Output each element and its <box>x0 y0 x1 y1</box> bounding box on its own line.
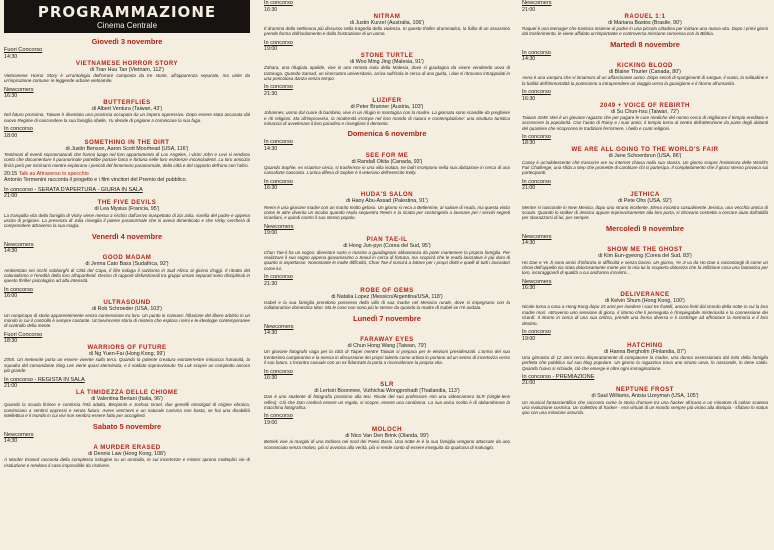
film-title: KICKING BLOOD <box>617 62 673 70</box>
film-title: FARAWAY EYES <box>360 336 414 344</box>
film-title: PIAN TAE-IL <box>366 236 408 244</box>
screening-entry <box>264 274 510 311</box>
film-title: WE ARE ALL GOING TO THE WORLD'S FAIR <box>571 146 719 154</box>
film-title: A MURDER ERASED <box>93 444 161 452</box>
film-synopsis: Ho Dae e Ye Ji sono amici d'infanzia in difficoltà e senza lavoro. Un giorno, Ye Ji va da Ho Dae a raccontargli di come un ritrovi dell'appello sia stata dolorosamente morte per la mia lui la scoperta dolcezza che fa inflizione cosa una fantastica per loro, incoraggiandi di qualità a cui andranno incontro... <box>522 259 768 276</box>
screening-time: 21:00 <box>522 6 536 13</box>
screening-entry <box>4 432 250 469</box>
screening-entry <box>4 287 250 329</box>
film-credit: di Mariana Bastos (Brasile, 90') <box>608 19 682 26</box>
screening-time: 19:00 <box>264 419 278 426</box>
film-synopsis: Un rompicapo di storie apparentemente senza connessione tra loro. Un punto in comune: l'illusione del libero arbitrio in un mondo in cui il controllo è sempre costante. Un'avvincente storia di mistero che esplora i temi e le ideologie contemporanee di controllo della mente. <box>4 312 250 329</box>
section-label: Newcomers <box>4 431 34 438</box>
screening-time: 14:30 <box>4 438 18 445</box>
program-header <box>4 0 250 33</box>
film-title: NEPTUNE FROST <box>616 386 674 394</box>
section-label: Newcomers <box>4 241 34 248</box>
column-1 <box>4 0 250 550</box>
film-synopsis: 2055. Un meteorite porta un essere vivente sulla terra. Quando la potente creatura extraterrestre minaccia l'umanità, la squadra del comandante Sing Lee viene quasi sterminata, e il soldato sopravvissuto Tai Lok scopre un complotto ancora più grande. <box>4 357 250 374</box>
screening-time: 19:00 <box>264 230 278 237</box>
day-heading: Sabato 5 novembre <box>92 421 162 431</box>
film-credit: di Hanna Bergholm (Finlandia, 87') <box>604 348 686 355</box>
screening-time: 21:00 <box>4 383 18 390</box>
screening-time: 16:30 <box>264 375 278 382</box>
section-label: In concorso <box>264 39 293 46</box>
screening-time: 16:30 <box>4 93 18 100</box>
screening-entry <box>264 179 510 221</box>
screening-time: 16:30 <box>264 185 278 192</box>
screening-time: 21:30 <box>264 280 278 287</box>
screening-time: 18:00 <box>4 132 18 139</box>
film-credit: di Justin Kurzel (Australia, 106') <box>349 19 425 26</box>
film-title: GOOD MADAM <box>102 254 152 262</box>
day-heading: Domenica 6 novembre <box>347 129 427 139</box>
day-heading: Venerdì 4 novembre <box>91 231 163 241</box>
day-heading: Mercoledì 9 novembre <box>605 223 685 233</box>
screening-entry <box>4 242 250 284</box>
film-title: LUZIFER <box>372 96 402 104</box>
screening-entry <box>4 377 250 419</box>
film-credit: di Randall Okita (Canada, 93') <box>351 158 423 165</box>
film-synopsis: Raquel è una teenager che trasloca insieme al padre in una piccola cittadina per iniziare una nuova vita. Dopo i primi giorni dal trasferimento, le viene affidato un'importante e controversa missione concessa con la Bibbia. <box>522 25 768 37</box>
screening-entry <box>264 139 510 176</box>
film-synopsis: Mentre si nasconde in New Mexico, dopo uno strano incidente, Elena incontra casualmente Jessica, una vecchia amica di scuola. Quando lo stalker di Jessica appare improvvisamente alla loro porta, si ritrovano costrette a cercare aiuto dall'aldilà per sbarazzarsi di lui, per sempre. <box>522 204 768 221</box>
screening-entry <box>522 329 768 371</box>
film-credit: di Chun Hong Wang (Taiwan, 79') <box>347 343 427 350</box>
film-credit: di Rob Schroeder (USA, 103') <box>92 306 162 313</box>
section-label: In concorso <box>522 133 551 140</box>
program-title: PROGRAMMAZIONE <box>37 3 217 21</box>
film-title: SHOW ME THE GHOST <box>607 246 683 254</box>
section-label: In concorso <box>264 178 293 185</box>
film-credit: di Jane Schoenbrun (USA, 86') <box>608 153 682 160</box>
film-title: STONE TURTLE <box>360 52 414 60</box>
screening-time: 14:30 <box>264 330 278 337</box>
film-title: RAOUEL 1:1 <box>624 12 666 20</box>
screening-entry <box>522 179 768 221</box>
film-synopsis: Dan è uno studente di fotografia prossimo alla tesi. Rivale del suo professore Aim una videocamera SLR (single-lens reflex). Ciò che Dan crederà essere un regalo, si scopre, essere una condanna. La sua unica scelta è di abbandonare la macchina fotografica. <box>264 394 510 411</box>
film-title: WARRIORS OF FUTURE <box>87 344 167 352</box>
film-synopsis: Nicole torna a casa a Hong Kong dopo 15 anni per rivedere i suoi tre fratelli, ancora feriti dal ricordo della notte in cui la loro madre morì. Attraverso uno sessione di gioco, il ritorno che li perseguita è l'inspiegabile misteriosità e la connessione dei ricordi. Il ritorno in cerca di una sua ombra, prende una forma diversa e li costringe ad affrontare la memoria e il loro destino. <box>522 304 768 326</box>
film-title: SLR <box>380 381 394 389</box>
screening-time: 16:30 <box>522 285 536 292</box>
film-title: SEE FOR ME <box>365 151 409 159</box>
section-label: In concorso <box>522 178 551 185</box>
film-title: JETHICA <box>630 191 660 199</box>
section-label: Newcomers <box>522 278 552 285</box>
screening-entry <box>4 47 250 84</box>
film-synopsis: Taiwan 2049. Wei è un giovane ragazzo che per pagare le cure mediche del nonno cerca di migliorare il tempio ereditato e accrescere la popolarità. Con l'aiuto di Rainy e i suoi amici, il tempio torna al centro dell'attenzione da parte degli abitanti del quartiere che ricopronno le tradizioni ferrcimere, i bello e canti religiosi. <box>522 114 768 131</box>
screening-entry <box>264 413 510 450</box>
screening-time: 19:00 <box>264 46 278 53</box>
screening-time: 16:30 <box>264 6 278 13</box>
film-synopsis: Testimoni di eventi soprannaturali che hanno luogo nel loro appartamento di Los Angeles, i vicini John e Levi si rendono conto che documentare il paranormale potrebbe portare fama e fortuna nelle loro esistenze inconcludenti. La loro amicizia finirà però per incrinarsi mentre esplorano i pericoli del fenomeno paranormale, della città e del rapporto dell'uno con l'altro. <box>4 151 250 168</box>
section-label: In concorso <box>264 139 293 146</box>
talk-note <box>4 171 250 184</box>
film-credit: di Su Chun-hsu (Taiwan, 72') <box>611 108 679 115</box>
section-label: In concorso - SERATA D'APERTURA - GIURIA IN SALA <box>4 186 143 193</box>
screening-time: 21:00 <box>522 185 536 192</box>
film-credit: di Kelvin Shum (Hong Kong, 100') <box>605 298 685 305</box>
section-label: Newcomers <box>4 86 34 93</box>
screening-time: 14:30 <box>264 145 278 152</box>
section-label: In concorso <box>4 286 33 293</box>
screening-entry <box>264 369 510 411</box>
film-credit: di Ng Yuen-Fai (Hong Kong, 99') <box>88 351 166 358</box>
section-label: In concorso <box>264 368 293 375</box>
film-credit: di Valentina Bertani (Italia, 96') <box>91 396 163 403</box>
film-credit: di Lertsiri Boonmee, Vuthichai Wongprohadt (Thailandia, 113') <box>314 388 460 395</box>
film-synopsis: Ambientato nei ricchi sobborghi di Città del Capo, il film indaga il razzismo in Sud Africa al giorno d'oggi. Il ritratto del colonialismo e l'eredità della loro all'apartheid. Deciso di rapporti disfunzionali tra gruppi umani separati sono disciplinati in questo thriller psicologico ad alta intensità. <box>4 267 250 284</box>
film-credit: di Hany Abu-Assad (Palestina, 91') <box>346 198 428 205</box>
screening-time: 19:00 <box>522 335 536 342</box>
screening-time: 14:30 <box>4 248 18 255</box>
film-synopsis: Un giovane fotografo vaga per la città di Taipei mentre Taiwan si prepara per le elezioni presidenziali. L'arrivo del suo trentesimo compleanno e la messa in discussione dei propri talento come artista lo portano ad un senso di incertezza verso il suo futuro. L'incontro casuale con un ex fidanzato la porta a riconsiderare la propria vita. <box>264 349 510 366</box>
section-label: In concorso <box>4 126 33 133</box>
section-label: In concorso <box>264 413 293 420</box>
talk-detail: Antonio Termenini racconta il progetto e i film vincitori del Premio del pubblico. <box>4 177 188 184</box>
screening-time: 16:00 <box>4 293 18 300</box>
section-label: In concorso <box>522 329 551 336</box>
film-credit: di Nico Van Den Brink (Olanda, 99') <box>345 432 429 439</box>
film-synopsis: Un musical fantascientifico che racconta come la storia d'amore tra una hacker africana e un minatore di coltan scatena una rivoluzione cosmica. Un collettivo di hacker - eroi virtuali di un mondo sempre più vicino alla distopia - sfidano lo status quo con una missione assurda. <box>522 399 768 416</box>
screening-time: 21:00 <box>4 193 18 200</box>
film-synopsis: A Murder Erased racconta della complessa indagine su un omicidio, le cui incertezze e misteri aprono molteplici vie di risoluzione e rendono il caso impossibile da risolvere. <box>4 457 250 468</box>
film-synopsis: Quando Sophie, ex sciatrice cieca, si trasferisce in una villa isolata, tre ladri irrompono nella sua abitazione in cerca di una cassaforte nascosta. L'unica difesa di Sophie è il veterano dell'esercito Kelly. <box>264 165 510 176</box>
film-synopsis: Chun Tae-il ha un sogno: diventare sarto e riuscire a guadagnare abbastanza da poter mantenere la propria famiglia. Per realizzare il suo sogno appena giovanissimo a Seoul in cerca di fortuna, ma scoprirà che le realtà lavorative è più duro di quanto si aspettasse. Nonostante le molte difficoltà, Chun Tae-il riuscirà a lottare per i propri diritti e quelli di tutti i lavoratori come lui. <box>264 249 510 271</box>
film-title: ROBE OF GEMS <box>360 286 414 294</box>
column-2 <box>264 0 510 550</box>
film-title: 2049 + VOICE OF REBIRTH <box>600 101 690 109</box>
screening-entry <box>4 332 250 374</box>
film-title: MOLOCH <box>371 425 403 433</box>
screening-time: 14:30 <box>522 240 536 247</box>
section-label: In concorso <box>264 274 293 281</box>
screening-time: 21:00 <box>522 380 536 387</box>
section-label: In concorso <box>264 84 293 91</box>
screening-entry <box>522 279 768 326</box>
film-title: SOMETHING IN THE DIRT <box>84 138 170 146</box>
film-synopsis: Zahara, una rifugiata apolide, vive in una remota isola della Malesia, dove si guadagna da vivere vendendo uova di tartaruga. Quando Samad, un ricercatore universitario, arriva sull'isola in cerca di una guida, i due si ritrovano intrappolati in una pericolosa danza senza tempo. <box>264 65 510 82</box>
film-title: ULTRASOUND <box>103 299 151 307</box>
screening-entry <box>522 50 768 87</box>
section-label: Newcomers <box>522 0 552 6</box>
film-synopsis: Vietnamese Horror Story è un'antologia dell'orrore composta da tre storie, all'apparenza separate, ma unite da un'ispirazione comune: le leggende urbane vietnamite. <box>4 72 250 84</box>
film-credit: di Lea Mysius (Francia, 95') <box>94 206 160 213</box>
section-label: In concorso - PREMIAZIONE <box>522 373 595 380</box>
talk-title: Talk au Attraverso lo specchio <box>18 170 89 177</box>
film-title: HATCHING <box>627 341 663 349</box>
film-synopsis: Quando la scuola finisce e comincia l'età adulta, Benjamin e Joshua Israel, due gemelli omozigoti di origine ebraica, cominciano a sentirsi oppressi e senza futuro. Avere vent'anni e un naturale carisma non basta, se hai una disabilità intellettiva e il mondo in cui vivi non sembra essere fatto per accoglierti. <box>4 402 250 419</box>
film-credit: di Natalia Lopez (Messico/Argentina/USA, 118') <box>331 293 443 300</box>
screening-time: 18:30 <box>4 338 18 345</box>
film-title: HUDA'S SALON <box>360 191 414 199</box>
section-label: In concorso <box>264 0 293 6</box>
column-3 <box>522 0 768 550</box>
film-credit: di Pete Ohs (USA, 92') <box>618 198 672 205</box>
screening-entry <box>264 224 510 271</box>
film-credit: di Albert Ventura (Taiwan, 43') <box>91 106 163 113</box>
film-synopsis: La tranquilla vita della famiglia di Vicky viene messa a rischio dall'arrivo inaspettato di zia Julia, sorella del padre e appena uscita di prigione. La presenza di Julia risveglia il potere paranormale che si aveva dimenticato e che Vicky cercherà di comprendere attraverso la sua magia. <box>4 212 250 229</box>
talk-time: 20:15 <box>4 170 19 177</box>
screening-entry <box>522 134 768 176</box>
film-title: THE FIVE DEVILS <box>97 199 157 207</box>
screening-entry <box>522 89 768 131</box>
day-heading: Giovedì 3 novembre <box>91 37 163 46</box>
screening-time: 14:30 <box>522 56 536 63</box>
section-label: In concorso <box>522 49 551 56</box>
film-credit: di Blaine Thurier (Canada, 80') <box>609 69 681 76</box>
section-label: Newcomers <box>264 323 294 330</box>
section-label: In concorso <box>522 89 551 96</box>
film-title: VIETNAMESE HORROR STORY <box>75 59 179 67</box>
film-credit: di Justin Benson, Aaron Scott Moorhead (USA, 116') <box>65 145 189 152</box>
screening-entry <box>264 324 510 366</box>
film-credit: di Jenna Cato Bass (Sudafrica, 92') <box>85 261 169 268</box>
screening-entry <box>264 40 510 82</box>
film-credit: di Tran Huu Tan (Vietnam, 112') <box>89 66 165 73</box>
film-synopsis: Una ginnasta di 12 anni cerca disperatamente di compiacere la madre, una donna ossessionata dal mito della famiglia perfetta che pubblica sul suo blog popolare. Un giorno la ragazzina trova uno strano uovo, lo nasconde, lo tiene caldo. Quando l'uovo si schiude, ciò che emerge è oltre ogni immaginazione. <box>522 354 768 371</box>
film-title: DELIVERANCE <box>620 291 670 299</box>
film-synopsis: Isabel e la sua famiglia prendono possesso della villa di sua madre nel Messico rurale, dove si impegnano con la collaboratrice domestica Mari. Ma le cose non sono più le stesse da quando la madre di Isabel se n'è andata. <box>264 299 510 311</box>
section-label: Newcomers <box>264 223 294 230</box>
film-synopsis: Reem è una giovane madre con un marito molto geloso. Un giorno si reca a Betlemme, al salone di Huda, ma questa visita come le altre diventa un incubo quando Huda sequestra Reem e la ricatta per costringerla a lavorare per i servizi segreti israeliani, e quindi contro il suo stesso popolo. <box>264 204 510 221</box>
film-synopsis: Anna è una vampira che si innamora di un affascinante uomo. Dopo secoli di sporgimenti di sangue, il vuoto, la solitudine e la futilità dell'immortalità la porteranno a intraprendere un viaggio verso la guarigione e il ritorno all'umanità. <box>522 75 768 86</box>
film-synopsis: Nel futuro prossimo, Taiwan è diventata una provincia occupata da un impero oppressivo. Dopo essere stata accusata dal nuovo Regime di nascondere la sua famiglia ribelle, Yu decide di prigione a cominciare la sua fuga. <box>4 112 250 123</box>
screening-entry <box>522 0 768 37</box>
film-title: NITRAM <box>373 12 401 20</box>
section-label: Fuori Concorso <box>4 47 43 53</box>
film-synopsis: Johannes, uomo dal cuore di bambino, vive in un rifugio in montagna con la madre. La giornata sono scandite da preghiere e riti religiosi. Ma all'improvviso, la modernità irrompe nel loro mondo di natura e contemplazione: una struttura turistica minaccia di avvelenare il loro paradiso e risvegliare il demonio. <box>264 110 510 126</box>
screening-entry <box>522 374 768 416</box>
screening-entry <box>4 87 250 124</box>
film-credit: di Kim Eun-gyeong (Corea del Sud, 83') <box>598 253 692 260</box>
screening-entry <box>522 234 768 276</box>
film-title: BUTTERFLIES <box>103 99 151 107</box>
screening-entry <box>4 187 250 229</box>
section-label: In concorso - REGISTA IN SALA <box>4 376 85 383</box>
venue-subtitle: Cinema Centrale <box>96 21 158 30</box>
screening-entry <box>264 84 510 126</box>
film-credit: di Woo Ming Jing (Malesia, 91') <box>350 59 424 66</box>
film-title: LA TIMIDEZZA DELLE CHIOME <box>75 389 179 397</box>
screening-entry <box>264 0 510 37</box>
day-heading: Lunedì 7 novembre <box>353 313 421 323</box>
screening-time: 18:30 <box>522 140 536 147</box>
film-synopsis: Casey è un'adolescente che trascorre ore su internet chiusa nella sua stanza. Un giorno scopre l'esistenza delle World's Fair Challenge, una sfida a step che promette di cambiare chi ci partecipa. Il completamento che il gioco stesso provoca sui partecipanti. <box>522 159 768 176</box>
film-credit: di Dennis Law (Hong Kong, 108') <box>88 451 166 458</box>
section-label: Fuori Concorso <box>4 331 43 338</box>
screening-time: 16:30 <box>522 95 536 102</box>
film-credit: di Peter Brunner (Austria, 103') <box>350 103 424 110</box>
screening-entry <box>4 126 250 168</box>
film-credit: di Saul Williams, Anisia Uzeyman (USA, 105') <box>591 393 699 400</box>
film-synopsis: Il dramma della settimana più discusso nella tragedia della violenza. In questo thriller drammatico, la follia di un assassino prende forma dall'isolamento e dalla frustrazione di un uomo. <box>264 25 510 37</box>
section-label: Newcomers <box>522 233 552 240</box>
screening-time: 14:30 <box>4 53 18 60</box>
film-synopsis: Betriek vive ai margini di una torbiera nel nord dei Paesi Bassi. Una notte le è la sua famiglia vengono attaccate da uno sconosciuto senza motivo, più si avvicina alla verità, più si rende conto di essere inseguita da qualcosa di malvagio. <box>264 439 510 450</box>
day-heading: Martedì 8 novembre <box>610 39 680 49</box>
screening-time: 21:30 <box>264 90 278 97</box>
film-credit: di Hong Jun-pyo (Corea del Sud, 95') <box>343 243 431 250</box>
